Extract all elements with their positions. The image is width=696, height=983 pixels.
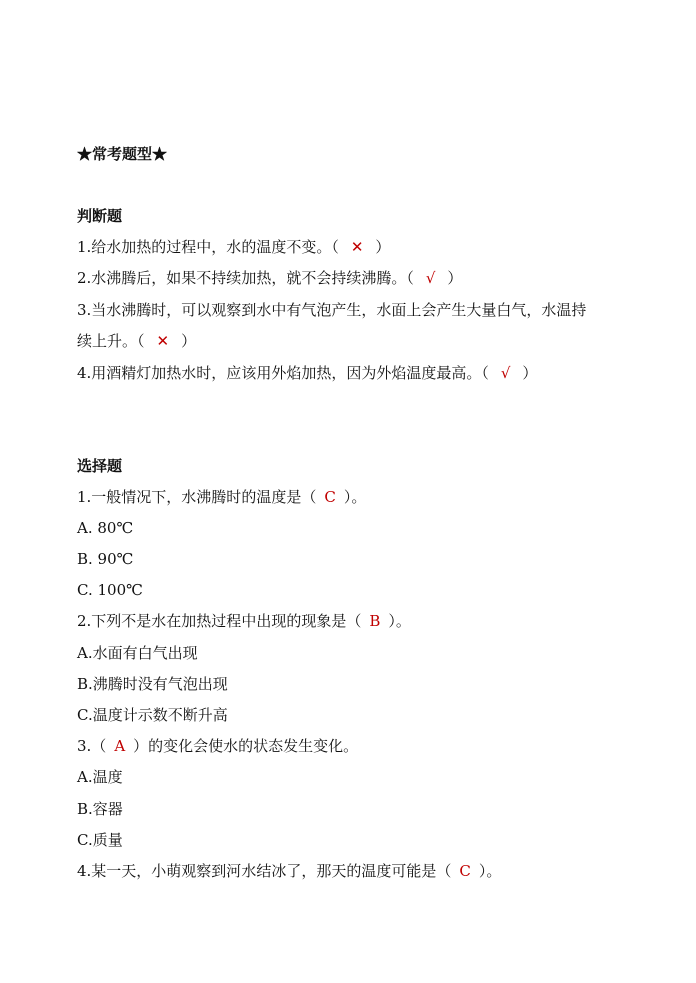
answer-letter: C — [324, 488, 336, 506]
judgement-question-1 — [77, 237, 390, 257]
choice-q1-option-a: A. 80℃ — [77, 519, 134, 537]
answer-letter: A — [114, 737, 126, 755]
choice-q2-option-c: C.温度计示数不断升高 — [77, 706, 228, 724]
judgement-question-2 — [77, 268, 462, 288]
question-text: 续上升。（ — [77, 332, 145, 350]
page-title: ★常考题型★ — [77, 145, 168, 163]
judgement-heading: 判断题 — [77, 207, 123, 225]
question-text: 2.水沸腾后，如果不持续加热，就不会持续沸腾。（ — [77, 269, 414, 287]
choice-question-4 — [77, 861, 501, 881]
question-text: 4.用酒精灯加热水时，应该用外焰加热，因为外焰温度最高。（ — [77, 364, 489, 382]
choice-question-2 — [77, 611, 411, 631]
question-text: 1.一般情况下，水沸腾时的温度是（ — [77, 488, 317, 506]
question-text-end: ）。 — [478, 862, 502, 880]
choice-question-1 — [77, 487, 366, 507]
question-text-end: ） — [447, 269, 463, 287]
choice-q3-option-a: A.温度 — [77, 768, 123, 786]
question-text-end: ） — [375, 238, 391, 256]
choice-q1-option-c: C. 100℃ — [77, 581, 143, 599]
answer-cross: ✕ — [350, 238, 364, 256]
answer-cross: ✕ — [156, 332, 170, 350]
answer-check: √ — [425, 269, 436, 287]
question-text-end: ） — [522, 364, 538, 382]
judgement-question-3-line-1 — [77, 300, 586, 320]
choice-q2-option-b: B.沸腾时没有气泡出现 — [77, 675, 228, 693]
answer-check: √ — [500, 364, 511, 382]
choice-q3-option-c: C.质量 — [77, 831, 123, 849]
question-text: 4.某一天，小萌观察到河水结冰了，那天的温度可能是（ — [77, 862, 452, 880]
question-text: 3.（ — [77, 737, 107, 755]
question-text: 2.下列不是水在加热过程中出现的现象是（ — [77, 612, 362, 630]
question-text-end: ） — [181, 332, 197, 350]
question-text-end: ）。 — [343, 488, 367, 506]
judgement-question-4 — [77, 363, 537, 383]
question-text: 1.给水加热的过程中，水的温度不变。（ — [77, 238, 339, 256]
choice-q3-option-b: B.容器 — [77, 800, 123, 818]
choice-heading: 选择题 — [77, 457, 123, 475]
choice-q2-option-a: A.水面有白气出现 — [77, 644, 198, 662]
question-text-end: ）。 — [388, 612, 411, 630]
choice-q1-option-b: B. 90℃ — [77, 550, 134, 568]
question-text: 3.当水沸腾时，可以观察到水中有气泡产生，水面上会产生大量白气，水温持 — [77, 301, 587, 319]
question-text-end: ）的变化会使水的状态发生变化。 — [133, 737, 359, 755]
judgement-question-3-line-2 — [77, 331, 196, 351]
answer-letter: B — [369, 612, 381, 630]
choice-question-3 — [77, 736, 358, 756]
answer-letter: C — [459, 862, 471, 880]
